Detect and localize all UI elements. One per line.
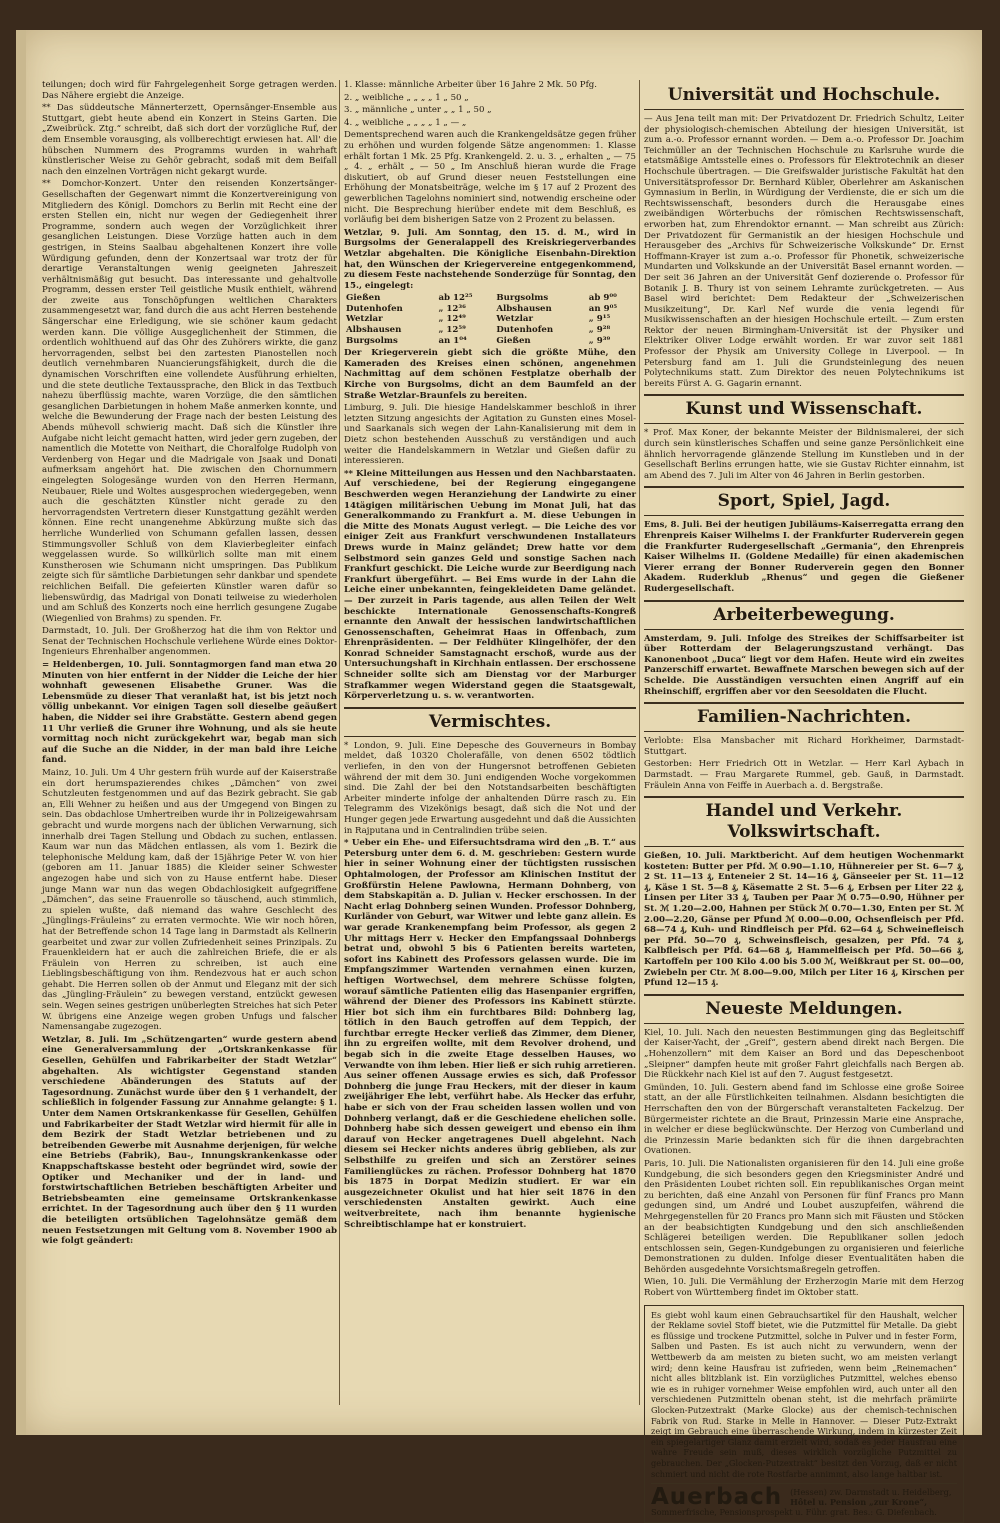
paragraph: Wetzlar, 8. Juli. Im „Schützengarten“ wurde gestern abend eine Generalversammlung der „Ortskrankenkasse für Gesellen, Gehülfen und Fabrikarbeiter der Stadt Wetzlar“ abgehalten. Als wichtigster Gegenstand standen verschiedene Abänderungen des Statuts auf der Tagesordnung. Zunächst wurde über den § 1 verhandelt, der schließlich in folgender Fassung zur Annahme gelangte: § 1. Unter dem Namen Ortskrankenkasse für Gesellen, Gehülfen und Fabrikarbeiter der Stadt Wetzlar wird hiermit für alle in dem Bezirk der Stadt Wetzlar betriebenen und zu betreibenden Gewerbe mit Ausnahme derjenigen, für welche eine Betriebs (Fabrik), Bau-, Innungskrankenkasse oder Knappschaftskasse besteht oder begründet wird, sowie der Optiker und Mechaniker und der in land- und forstwirtschaftlichen Betrieben beschäftigten Arbeiter und Betriebsbeamten eine gemeinsame Ortskrankenkasse errichtet. In der Tagesordnung auch über den § 11 wurden die beteiligten ortsüblichen Tagelohnsätze gemäß dem neuen Festsetzungen mit Geltung vom 8. November 1900 ab wie folgt geändert:: [42, 1034, 337, 1247]
paragraph: ** Domchor-Konzert. Unter den reisenden Konzertsänger-Gesellschaften der Gegenwart nimmt die Konzertvereinigung von Mitgliedern des Königl. Domchors zu Berlin mit Recht eine der ersten Stellen ein, nicht nur wegen der Gediegenheit ihrer Programme, sondern auch wegen der Vorzüglichkeit ihrer gesanglichen Leistungen. Diese Vorzüge hatten auch in dem gestrigen, in Steins Saalbau abgehaltenen Konzert ihre volle Würdigung gefunden, denn der Konzertsaal war trotz der für derartige Veranstaltungen wenig geeigneten Jahreszeit verhältnismäßig gut besucht. Das interessante und gehaltvolle Programm, dessen erster Teil geistliche Musik enthielt, während der zweite aus Tonschöpfungen weltlichen Charakters zusammengesetzt war, fand durch die aus acht Herren bestehende Sängerschar eine Erledigung, wie sie schöner kaum gedacht werden kann. Die völlige Ausgeglichenheit der Stimmen, die ordentlich wohlthuend auf das Ohr des Zuhörers wirkte, die ganz hervorragenden, selbst bei den zartesten Pianostellen noch deutlich vernehmbaren Nuancierungsfähigkeit, durch die die dynamischen Vorschriften eine vollendete Ausführung erhielten, und die stete deutliche Textaussprache, den Blick in das Textbuch nahezu überflüssig machte, waren Vorzüge, die den sämtlichen gesanglichen Darbietungen in hohem Maße anmerken konnte, und welche die Bewunderung der Frage nach der besten Leistung des Abends mühevoll schwierig macht. Daß sich die Künstler ihre Aufgabe nicht leicht gemacht hatten, wird jeder gern zugeben, der namentlich die Motette von Neithart, die Choralfolge Rudolph von Verdenberg von Hegar und die Madrigale von Jsaak und Donati aufmerksam angehört hat. Die zwischen den Chornummern eingelegten Sologesänge wurden von den Herren Hermann, Neubauer, Riele und Woltes ausgesprochen wiedergegeben, wenn auch die geschätzten Künstler nicht gerade zu den hervorragendsten Vertretern dieser Kunstgattung gezählt werden können. Eine recht unangenehme Abkürzung mußte sich das herrliche Wunderlied von Schumann gefallen lassen, dessen Stimmungsvoller Schluß von dem Klavierbegleiter einfach weggelassen wurde. So willkürlich sollte man mit einem Kunstherosen wie Schumann nicht umspringen. Das Publikum zeigte sich für sämtliche Darbietungen sehr dankbar und spendete reichlichen Beifall. Die gefeierten Künstler waren dafür so liebenswürdig, das Madrigal von Donati teilweise zu wiederholen und am Schluß des Konzerts noch eine herrlich gesungene Zugabe (Wiegenlied von Brahms) zu spenden. Fr.: [42, 179, 337, 624]
table-cell: ab 9⁰⁰: [588, 293, 617, 304]
paragraph: Amsterdam, 9. Juli. Infolge des Streikes der Schiffsarbeiter ist über Rotterdam der Belagerungszustand verhängt. Das Kanonenboot „Duca“ liegt vor dem Hafen. Heute wird ein zweites Panzerschiff erwartet. Bewaffnete Marschen bewegen sich auf der Schelde. Die Ausständigen versuchten einen Angriff auf ein Rheinschiff, ergriffen aber vor den Seesoldaten die Flucht.: [644, 633, 964, 697]
table-cell: Wetzlar: [346, 314, 383, 325]
paragraph: Wien, 10. Juli. Die Vermählung der Erzherzogin Marie mit dem Herzog Robert von Württemberg findet im Oktober statt.: [644, 1277, 964, 1299]
table-cell: an 1⁰⁴: [438, 335, 467, 346]
paragraph: ** Kleine Mitteilungen aus Hessen und den Nachbarstaaten. Auf verschiedene, bei der Regierung eingegangene Beschwerden wegen Heranziehung der Landwirte zu einer 14tägigen militärischen Uebung im Monat Juli, hat das Generalkommando zu Frankfurt a. M. diese Uebungen in die Mitte des Monats August verlegt. — Die Leiche des vor einiger Zeit aus Frankfurt verschwundenen Installateurs Drews wurde in Mainz geländet; Drew hatte vor dem Selbstmord sein ganzes Geld und sonstige Sachen nach Frankfurt geschickt. Die Leiche wurde zur Beerdigung nach Frankfurt übergeführt. — Bei Ems wurde in der Lahn die Leiche einer unbekannten, feingekleideten Dame geländet. — Der zurzeit in Paris tagende, aus allen Teilen der Welt beschickte Internationale Genossenschafts-Kongreß ernannte den Anwalt der hessischen landwirtschaftlichen Genossenschaften, Geheimrat Haas in Offenbach, zum Ehrenpräsidenten. — Der Feldhüter Klingelhöfer, der den Konrad Schneider Samstagnacht erschoß, wurde aus der Untersuchungshaft in Kirchhain entlassen. Der erschossene Schneider sollte sich am Dienstag vor der Marburger Strafkammer wegen Widerstand gegen die Staatsgewalt, Körperverletzung u. s. w. verantworten.: [344, 468, 636, 702]
paragraph: * Prof. Max Koner, der bekannte Meister der Bildnismalerei, der sich durch sein künstlerisches Schaffen und seine ganze Persönlichkeit eine ähnlich hervorragende glänzende Stellung im Kunstleben und in der Gesellschaft Berlins errungen hatte, wie sie Gustav Richter einnahm, ist am Abend des 7. Juli im Alter von 46 Jahren in Berlin gestorben.: [644, 428, 964, 481]
table-cell: Dutenhofen: [496, 325, 554, 336]
paragraph: Dementsprechend waren auch die Krankengeldsätze gegen früher zu erhöhen und wurden folgende Sätze angenommen: 1. Klasse erhält fortan 1 Mk. 25 Pfg. Krankengeld. 2. u. 3. „ erhalten „ — 75 „ 4. „ erhält „ — 50 „ Im Anschluß hieran wurde die Frage diskutiert, ob auf Grund dieser neuen Feststellungen eine Erhöhung der Monatsbeiträge, welche im § 17 auf 2 Prozent des gewerblichen Tagelohns nominiert sind, notwendig erscheine oder nicht. Die Besprechung hierüber endete mit dem Beschluß, es vorläufig bei dem bisherigen Satze von 2 Prozent zu belassen.: [344, 130, 636, 226]
paragraph: * London, 9. Juli. Eine Depesche des Gouverneurs in Bombay meldet, daß 10320 Cholerafälle, von denen 6502 tödtlich verliefen, in den von der Hungersnot betroffenen Gebieten während der mit dem 30. Juni endigenden Woche vorgekommen sind. Die Zahl der bei den Notstandsarbeiten beschäftigten Arbeiter minderte infolge der anhaltenden Dürre rasch zu. Ein Telegramm des Vizekönigs besagt, daß sich die Not und der Hunger gegen jede Erwartung ausgedehnt und daß die Aussichten in Rajputana und in Centralindien trübe seien.: [344, 740, 636, 836]
paragraph: — Aus Jena teilt man mit: Der Privatdozent Dr. Friedrich Schultz, Leiter der physiologisch-chemischen Abteilung der hiesigen Universität, ist zum a.-o. Professor ernannt worden. — Dem a.-o. Professor Dr. Joachim Teichmüller an der Technischen Hochschule zu Karlsruhe wurde die etatsmäßige Amtsstelle eines o. Professors für Elektrotechnik an dieser Hochschule übertragen. — Die Greifswalder juristische Fakultät hat den Universitätsprofessor Dr. Bernhard Kübler, Oberlehrer am Askanischen Gymnasium in Berlin, in Würdigung der Verdienste, die er sich um die Rechtswissenschaft, besonders durch die Herausgabe eines zweibändigen Wörterbuchs der römischen Rechtswissenschaft, erworben hat, zum Ehrendoktor ernannt. — Man schreibt aus Zürich: Der Privatdozent für Germanistik an der hiesigen Hochschule und Herausgeber des „Archivs für Schweizerische Volkskunde“ Dr. Ernst Hoffmann-Krayer ist zum a.-o. Professor für Phonetik, schweizerische Mundarten und Volkskunde an der Universität Basel ernannt worden. — Der seit 36 Jahren an der Universität Genf dozierende o. Professor für Botanik J. B. Thury ist von seinem Lehramte zurückgetreten. — Aus Basel wird berichtet: Dem Redakteur der „Schweizerischen Musikzeitung“, Dr. Karl Nef wurde die venia legendi für Musikwissenschaften an der hiesigen Hochschule erteilt. — Zum ersten Rektor der neuen Birmingham-Universität ist der Physiker und Elektriker Oliver Lodge erwählt worden. Er war zuvor seit 1881 Professor der Physik am University College in Liverpool. — In Petersburg fand am 1. Juli die Grundsteinlegung des neuen Polytechnikums statt. Zum Direktor des neuen Polytechnikums ist bereits Fürst A. G. Gagarin ernannt.: [644, 114, 964, 389]
section-heading: Familien-Nachrichten.: [644, 702, 964, 732]
table-cell: an 9⁰⁵: [588, 303, 618, 314]
table-cell: „ 9²⁸: [588, 325, 611, 336]
section-heading: Universität und Hochschule.: [644, 85, 964, 110]
table-cell: Albshausen: [496, 303, 552, 314]
table-cell: Wetzlar: [496, 314, 533, 325]
ad-line: Hôtel u. Pension „zur Krone“,: [790, 1497, 928, 1508]
table-cell: „ 12⁴⁹: [438, 314, 466, 325]
table-row: [344, 293, 636, 304]
paragraph: Ems, 8. Juli. Bei der heutigen Jubiläums-Kaiserregatta errang den Ehrenpreis Kaiser Wilhelms I. der Frankfurter Ruderverein gegen die Frankfurter Rudergesellschaft „Germania“, den Ehrenpreis Kaiser Wilhelms II. (Goldene Medaille) für einen akademischen Vierer errang der Bonner Ruderverein gegen den Bonner Akadem. Ruderklub „Rhenus“ und gegen die Gießener Rudergesellschaft.: [644, 520, 964, 594]
paragraph: Gießen, 10. Juli. Marktbericht. Auf dem heutigen Wochenmarkt kosteten: Butter per Pfd. ℳ 0.90—1.10, Hühnereier per St. 6—7 ₰, 2 St. 11—13 ₰, Enteneier 2 St. 14—16 ₰, Gänseeier per St. 11—12 ₰, Käse 1 St. 5—8 ₰, Käsematte 2 St. 5—6 ₰, Erbsen per Liter 22 ₰, Linsen per Liter 33 ₰, Tauben per Paar ℳ 0.75—0.90, Hühner per St. ℳ 1.20—2.00, Hahnen per Stück ℳ 0.70—1.30, Enten per St. ℳ 2.00—2.20, Gänse per Pfund ℳ 0.00—0.00, Ochsenfleisch per Pfd. 68—74 ₰, Kuh- und Rindfleisch per Pfd. 62—64 ₰, Schweinefleisch per Pfd. 50—70 ₰, Schweinsfleisch, gesalzen, per Pfd. 74 ₰, Kalbfleisch per Pfd. 64—68 ₰, Hammelfleisch per Pfd. 50—66 ₰, Kartoffeln per 100 Kilo 4.00 bis 5.00 ℳ, Weißkraut per St. 00—00, Zwiebeln per Ctr. ℳ 8.00—9.00, Milch per Liter 16 ₰, Kirschen per Pfund 12—15 ₰.: [644, 851, 964, 989]
paragraph: Gmünden, 10. Juli. Gestern abend fand im Schlosse eine große Soiree statt, an der alle Fürstlichkeiten teilnahmen. Alsdann besichtigten die Herrschaften den von der Bürgerschaft veranstalteten Fackelzug. Der Bürgermeister richtete an die Braut, Prinzessin Marie eine Ansprache, in welcher er diese beglückwünschte. Der Herzog von Cumberland und die Prinzessin Marie bedankten sich für die ihnen dargebrachten Ovationen.: [644, 1082, 964, 1157]
paragraph: Limburg, 9. Juli. Die hiesige Handelskammer beschloß in ihrer letzten Sitzung angesichts der Agitation zu Gunsten eines Mosel- und Saarkanals sich wegen der Lahn-Kanalisierung mit dem in Dietz schon bestehenden Ausschuß zu verständigen und auch weiter die Handelskammern in Wetzlar und Gießen dafür zu interessieren.: [344, 403, 636, 467]
paragraph: = Heldenbergen, 10. Juli. Sonntagmorgen fand man etwa 20 Minuten von hier entfernt in der Nidder die Leiche der hier wohnhaft gewesenen Elisabethe Gruner. Was die Lebensmüde zu dieser That veranlaßt hat, ist bis jetzt noch völlig unbekannt. Vor einigen Tagen soll dieselbe geäußert haben, die Nidder sei ihre Grabstätte. Gestern abend gegen 11 Uhr verließ die Gruner ihre Wohnung, und als sie heute vormittag noch nicht zurückgekehrt war, begab man sich auf die Suche an die Nidder, in der man bald ihre Leiche fand.: [42, 660, 337, 766]
paragraph: Kiel, 10. Juli. Nach den neuesten Bestimmungen ging das Begleitschiff der Kaiser-Yacht, der „Greif“, gestern abend direkt nach Bergen. Die „Hohenzollern“ mit dem Kaiser an Bord und das Depeschenboot „Sleipner“ dampfen heute mit großer Fahrt gleichfalls nach Bergen ab. Die Rückkehr nach Kiel ist auf den 7. August festgesetzt.: [644, 1027, 964, 1081]
wage-line: 2. „ weibliche „ „ „ „ 1 „ 50 „: [344, 92, 469, 103]
column-1: [42, 80, 337, 1405]
table-cell: „ 12³⁶: [438, 303, 466, 314]
table-row: [344, 336, 636, 347]
paragraph: Verlobte: Elsa Mansbacher mit Richard Horkheimer, Darmstadt-Stuttgart.: [644, 736, 964, 757]
section-heading: Sport, Spiel, Jagd.: [644, 486, 964, 516]
advertisement: [644, 1305, 964, 1523]
table-row: [344, 304, 636, 315]
paragraph: Paris, 10. Juli. Die Nationalisten organisieren für den 14. Juli eine große Kundgebung, die sich besonders gegen den Kriegsminister André und den Präsidenten Loubet richten soll. Ein republikanisches Organ meint zu berichten, daß eine Anzahl von Personen für fünf Francs pro Mann gedungen sind, um André und Loubet auszupfeifen, während die Mehrgegenstellen für 20 Francs pro Mann sich mit Fäusten und Stöcken an der beabsichtigten Kundgebung und den sich anschließenden Schlägerei beteiligen werden. Die Republikaner sollen jedoch entschlossen sein, Gegen-Kundgebungen zu organisieren und feierliche Demonstrationen zu dulden. Infolge dieser Eventualitäten haben die Behörden ausgedehnte Vorsichtsmaßregeln getroffen.: [644, 1158, 964, 1275]
section-heading: Vermischtes.: [344, 707, 636, 737]
wage-line: 3. „ männliche „ unter „ „ 1 „ 50 „: [344, 105, 492, 116]
paragraph: Der Kriegerverein giebt sich die größte Mühe, den Kameraden des Kreises einen schönen, angenehmen Nachmittag auf dem schönen Festplatze oberhalb der Kirche von Burgsolms, dicht an dem Baumfeld an der Straße Wetzlar-Braunfels zu bereiten.: [344, 348, 636, 401]
ad-address: [790, 1487, 951, 1507]
paragraph: Wetzlar, 9. Juli. Am Sonntag, den 15. d. M., wird in Burgsolms der Generalappell des Kreiskriegerverbandes Wetzlar abgehalten. Die Königliche Eisenbahn-Direktion hat, den Wünschen der Kriegervereine entgegenkommend, zu diesem Feste nachstehende Sonderzüge für Sonntag, den 15., eingelegt:: [344, 227, 636, 291]
column-2: [344, 80, 636, 1405]
paragraph: Darmstadt, 10. Juli. Der Großherzog hat die ihm von Rektor und Senat der Technischen Hochschule verliehene Würde eines Doktor-Ingenieurs Ehrenhalber angenommen.: [42, 626, 337, 658]
column-rule: [639, 80, 640, 1405]
table-cell: Albshausen: [346, 325, 402, 336]
ad-footer: [651, 1483, 957, 1510]
paragraph: Mainz, 10. Juli. Um 4 Uhr gestern früh wurde auf der Kaiserstraße ein dort herumspazierendes chikes „Dämchen“ von zwei Schutzleuten festgenommen und auf das Bezirk gebracht. Sie gab an, Elli Wehner zu heißen und aus der Umgegend von Bingen zu sein. Das obdachlose Umhertreiben wurde ihr in Polizeigewahrsam gebracht und wurde morgens nach der üblichen Verwarnung, sich innerhalb drei Tagen Stellung und Obdach zu suchen, entlassen. Kaum war nun das Mädchen entlassen, als vom 1. Bezirk die telephonische Meldung kam, daß der 15jährige Peter W. von hier (geboren am 11. Januar 1885) die Kleider seiner Schwester angezogen habe und sich von zu Hause entfernt habe. Dieser junge Mann war nun das wegen Obdachlosigkeit aufgegriffene „Dämchen“, das seine Frauenrolle so täuschend, auch stimmlich, zu spielen wußte, daß niemand das wahre Geschlecht des „Jünglings-Fräuleins“ zu erraten vermochte. Wie wir noch hören, hat der Betreffende schon 14 Tage lang in Darmstadt als Kellnerin gearbeitet und zwar zur vollen Zufriedenheit seines Prinzipals. Zu Frauenkleidern hat er auch die zahlreichen Briefe, die er als Fräulein von Herren zu schreiben, ist auch eine Lieblingsbeschäftigung von ihm. Rendezvous hat er auch schon gehabt. Die Herren sollen ob der Anmut und Eleganz mit der sich das „Jüngling-Fräulein“ zu bewegen verstand, entzückt gewesen sein. Wegen seines gestrigen unüberlegten Streiches hat sich Peter W. übrigens eine Anzeige wegen groben Unfugs und falscher Namensangabe zugezogen.: [42, 768, 337, 1033]
section-heading: Neueste Meldungen.: [644, 994, 964, 1024]
column-3: [644, 80, 964, 1518]
newspaper-page: [22, 30, 982, 1518]
section-heading: Handel und Verkehr. Volkswirtschaft.: [644, 796, 964, 847]
table-cell: „ 9¹⁵: [588, 314, 611, 325]
section-heading: Arbeiterbewegung.: [644, 600, 964, 630]
ad-text: Es giebt wohl kaum einen Gebrauchsartikel für den Haushalt, welcher der Reklame soviel Stoff bietet, wie die Putzmittel für Metalle. Da giebt es flüssige und trockene Putzmittel, solche in Pulver und in fester Form, Salben und Pasten. Es ist auch nicht zu verwundern, wenn der Wettbewerb da am meisten zu bieten sucht, wo am meisten verlangt wird; denn keine Hausfrau ist zufrieden, wenn beim „Reinemachen“ nicht alles blitzblank ist. Ein vorzügliches Putzmittel, welches ebenso wie es in ruhiger vornehmer Weise empfohlen wird, auch unter all den verschiedenen Putzmitteln obenan steht, ist die mehrfach prämiirte Glocken-Putzextrakt (Marke Glocke) aus der chemisch-technischen Fabrik von Rud. Starke in Melle in Hannover. — Dieser Putz-Extrakt zeigt im Gebrauch eine überraschende Wirkung, indem in kürzester Zeit ein spiegelartiger Glanz damit erzielt wird, sodaß es jeder Hausfrau eine wahre Freude sein muß, dieses wirklich vorzügliche Putzmittel zu gebrauchen. Der „Glocken-Putzextrakt“ besitzt den Vorzug, daß er nicht schmiert und nicht die rote Rostfarbe annimmt, also lange haltbar ist.: [651, 1309, 957, 1479]
table-row: [344, 325, 636, 336]
wage-line: 1. Klasse: männliche Arbeiter über 16 Jahre 2 Mk. 50 Pfg.: [344, 80, 597, 90]
table-cell: Burgsolms: [346, 335, 398, 346]
section-heading: Kunst und Wissenschaft.: [644, 394, 964, 424]
ad-foot: Sommerfrische, Pensionsprospekt u. Führ. grat. Bes.: G. Diefenbach.: [651, 1507, 937, 1518]
table-cell: Gießen: [346, 293, 381, 304]
paragraph: Gestorben: Herr Friedrich Ott in Wetzlar. — Herr Karl Aybach in Darmstadt. — Frau Margarete Rummel, geb. Gauß, in Darmstadt. Fräulein Anna von Feiffe in Auerbach a. d. Bergstraße.: [644, 759, 964, 791]
paragraph: * Ueber ein Ehe- und Eifersuchtsdrama wird den „B. T.“ aus Petersburg unter dem 6. d. M. geschrieben: Gestern wurde hier in seiner Wohnung einer der tüchtigsten russischen Ophtalmologen, der Professor am Klinischen Institut der Großfürstin Helene Pawlowna, Hermann Dohnberg, von dem Stabskapitän a. D. Julian v. Hecker erschossen. In der Nacht erlag Dohnberg seinen Wunden. Professor Dohnberg, Kurländer von Geburt, war Witwer und lebte ganz allein. Es war gerade Krankenempfang beim Professor, als gegen 2 Uhr mittags Herr v. Hecker den Empfangssaal Dohnbergs betrat und, obwohl 5 bis 6 Patienten bereits warteten, sofort ins Kabinett des Professors gelassen wurde. Die im Empfangszimmer Wartenden vernahmen einen kurzen, heftigen Wortwechsel, dem mehrere Schüsse folgten, worauf sämtliche Patienten eilig das Hasenpanier ergriffen, während der Diener des Professors ins Kabinett stürzte. Hier bot sich ihm ein furchtbares Bild: Dohnberg lag, tötlich in den Bauch getroffen auf dem Teppich, der furchtbar erregte Hecker verließ das Zimmer, dem Diener, ihn zu ergreifen wollte, mit dem Revolver drohend, und begab sich in die zweite Etage desselben Hauses, wo Verwandte von ihm leben. Hier ließ er sich ruhig arretieren. Aus seiner offenen Aussage erwies es sich, daß Professor Dohnberg die junge Frau Heckers, mit der dieser in kaum zweijähriger Ehe lebt, verführt habe. Als Hecker das erfuhr, habe er sich von der Frau scheiden lassen wollen und von Dohnberg verlangt, daß er die Geschiedene ehelichen solle. Dohnberg habe sich dessen geweigert und ebenso ein ihm darauf von Hecker angetragenes Duell abgelehnt. Nach diesem sei Hecker nichts anderes übrig geblieben, als zur Selbsthilfe zu greifen und sich an Zerstörer seines Familienglückes zu rächen. Professor Dohnberg hat 1870 bis 1875 in Dorpat Medizin studiert. Er war ein ausgezeichneter Okulist und hat hier seit 1876 in den verschiedensten Anstalten gewirkt. Auch eine weitverbreitete, nach ihm benannte hygienische Schreibtischlampe hat er konstruiert.: [344, 838, 636, 1230]
column-rule: [339, 80, 340, 1405]
table-row: [344, 314, 636, 325]
table-cell: „ 9³⁹: [588, 335, 611, 346]
wage-line: 4. „ weibliche „ „ „ „ 1 „ — „: [344, 117, 467, 128]
table-cell: Burgsolms: [496, 293, 549, 304]
paragraph: ** Das süddeutsche Männerterzett, Opernsänger-Ensemble aus Stuttgart, giebt heute abend ein Konzert in Steins Garten. Die „Zweibrück. Ztg.“ schreibt, daß sich dort der vorzügliche Ruf, der dem Ensemble vorausging, als vollberechtigt erwiesen hat. All' die hübschen Nummern des Programms wurden in wahrhaft künstlerischer Weise zu Gehör gebracht, sodaß mit dem Beifall nach den einzelnen Vorträgen nicht gekargt wurde.: [42, 103, 337, 177]
train-schedule: [344, 293, 636, 346]
paragraph: teilungen; doch wird für Fahrgelegenheit Sorge getragen werden. Das Nähere ergiebt die Anzeige.: [42, 80, 337, 101]
table-cell: Dutenhofen: [346, 303, 403, 314]
ad-line: (Hessen) zw. Darmstadt u. Heidelberg,: [790, 1487, 952, 1498]
table-cell: Gießen: [496, 335, 531, 346]
page-binding-edge: [16, 30, 26, 1435]
ad-logo: Auerbach: [651, 1483, 783, 1510]
table-cell: ab 12²⁵: [438, 293, 473, 304]
table-cell: „ 12⁵⁹: [438, 325, 466, 336]
